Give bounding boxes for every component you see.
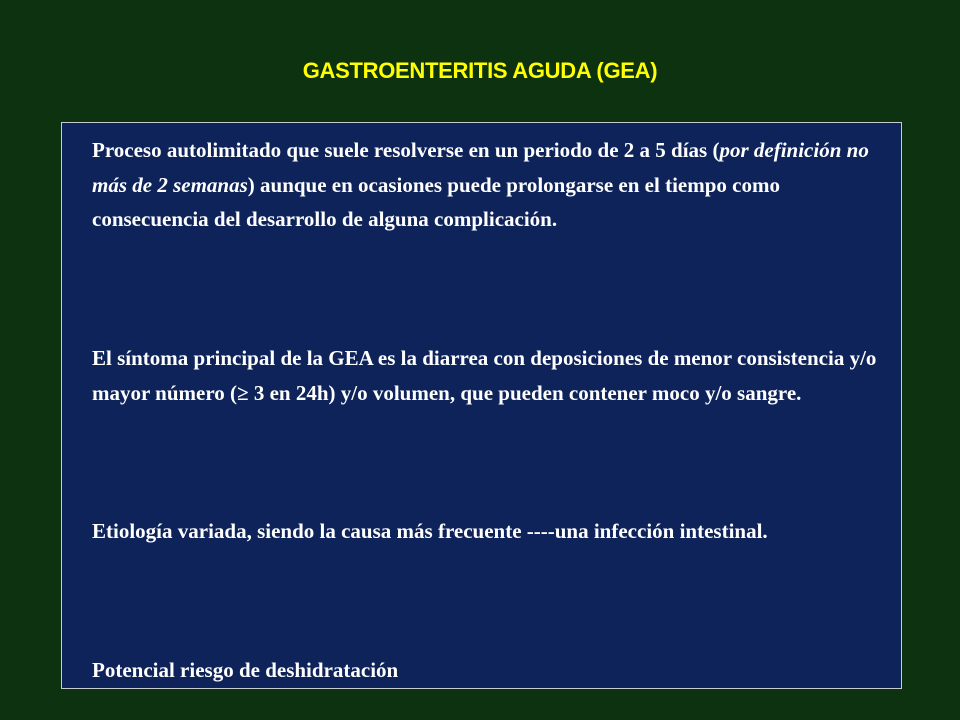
paragraph-definition	[92, 133, 882, 237]
paragraph-definition-text-start: Proceso autolimitado que suele resolverse en un periodo de 2 a 5 días (	[92, 138, 720, 162]
paragraph-etiology: Etiología variada, siendo la causa más frecuente ----una infección intestinal.	[92, 519, 768, 543]
paragraph-definition-text-end: ) aunque en ocasiones puede prolongarse en el tiempo como consecuencia del desarrollo de alguna complicación.	[92, 172, 780, 231]
paragraph-definition-italic: por definición no más de 2 semanas	[92, 138, 869, 197]
slide-title: GASTROENTERITIS AGUDA (GEA)	[302, 58, 658, 83]
paragraph-risk: Potencial riesgo de deshidratación	[92, 658, 399, 682]
content-box	[61, 122, 902, 689]
paragraph-symptom: El síntoma principal de la GEA es la diarrea con deposiciones de menor consistencia y/o mayor número (≥ 3 en 24h) y/o volumen, que pueden contener moco y/o sangre.	[92, 346, 877, 405]
